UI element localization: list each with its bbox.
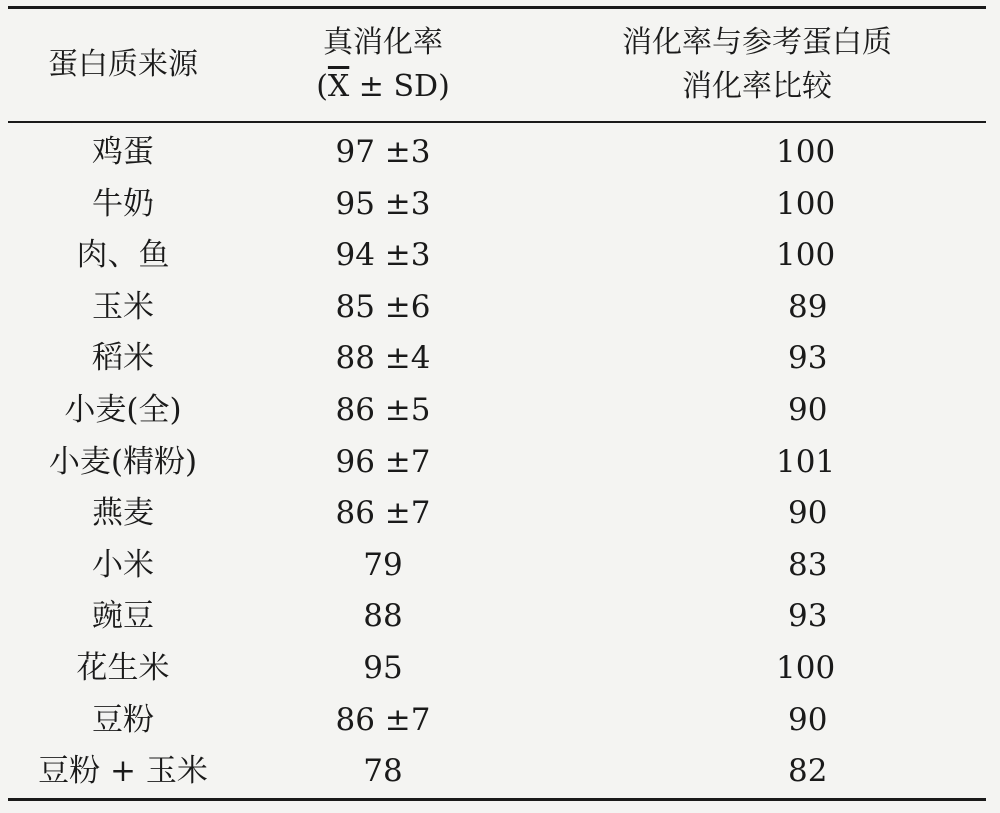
table-row bbox=[8, 179, 986, 231]
cell-relative-digestibility: 101 bbox=[776, 443, 836, 480]
table-row bbox=[8, 122, 986, 179]
table-row bbox=[8, 282, 986, 334]
cell-true-digestibility: 95 ±3 bbox=[335, 185, 431, 222]
cell-true-digestibility: 86 ±7 bbox=[335, 701, 431, 738]
cell-relative-digestibility: 90 bbox=[788, 495, 828, 532]
header-true-digestibility-unit: $(\overline{X} \pm SD)$ bbox=[316, 69, 450, 104]
mean-symbol: $\overline{X}$ bbox=[327, 69, 350, 104]
cell-true-digestibility: 97 ±3 bbox=[335, 134, 431, 170]
cell-protein-source: 小米 bbox=[92, 546, 154, 583]
table-row bbox=[8, 385, 986, 437]
cell-protein-source: 花生米 bbox=[76, 649, 170, 686]
cell-protein-source: 鸡蛋 bbox=[92, 134, 154, 170]
cell-protein-source: 小麦(精粉) bbox=[48, 443, 198, 480]
table-row bbox=[8, 591, 986, 643]
table-row bbox=[8, 488, 986, 540]
cell-true-digestibility: 85 ±6 bbox=[335, 288, 431, 325]
cell-relative-digestibility: 90 bbox=[788, 701, 828, 738]
cell-relative-digestibility: 83 bbox=[788, 546, 828, 583]
cell-relative-digestibility: 93 bbox=[788, 598, 828, 635]
cell-protein-source: 燕麦 bbox=[92, 495, 154, 532]
cell-true-digestibility: 88 ±4 bbox=[335, 340, 431, 377]
cell-protein-source: 豌豆 bbox=[92, 598, 154, 635]
cell-true-digestibility: 79 bbox=[363, 546, 403, 583]
table-row bbox=[8, 230, 986, 282]
cell-protein-source: 豆粉 bbox=[92, 701, 154, 738]
table-row bbox=[8, 437, 986, 489]
cell-protein-source: 稻米 bbox=[92, 340, 154, 377]
header-true-digestibility bbox=[238, 8, 528, 123]
cell-true-digestibility: 95 bbox=[363, 649, 403, 686]
table-row bbox=[8, 333, 986, 385]
cell-relative-digestibility: 100 bbox=[776, 134, 836, 170]
cell-true-digestibility: 96 ±7 bbox=[335, 443, 431, 480]
cell-relative-digestibility: 100 bbox=[776, 237, 836, 274]
cell-protein-source: 小麦(全) bbox=[64, 391, 182, 428]
cell-protein-source: 玉米 bbox=[92, 288, 154, 325]
cell-relative-digestibility: 90 bbox=[788, 391, 828, 428]
table-body bbox=[8, 122, 986, 799]
table-row bbox=[8, 695, 986, 747]
cell-true-digestibility: 88 bbox=[363, 598, 403, 635]
header-protein-source: 蛋白质来源 bbox=[48, 47, 198, 82]
cell-relative-digestibility: 82 bbox=[788, 753, 828, 790]
protein-digestibility-table bbox=[8, 6, 986, 801]
cell-true-digestibility: 78 bbox=[363, 753, 403, 790]
table-row bbox=[8, 746, 986, 799]
header-relative-digestibility: 消化率与参考蛋白质 消化率比较 bbox=[622, 25, 892, 104]
header-true-digestibility-title: 真消化率 bbox=[323, 25, 443, 60]
cell-relative-digestibility: 93 bbox=[788, 340, 828, 377]
cell-relative-digestibility: 100 bbox=[776, 649, 836, 686]
table-row bbox=[8, 540, 986, 592]
cell-true-digestibility: 86 ±7 bbox=[335, 495, 431, 532]
cell-true-digestibility: 94 ±3 bbox=[335, 237, 431, 274]
cell-protein-source: 豆粉 + 玉米 bbox=[38, 753, 208, 790]
digestibility-table-container bbox=[8, 6, 986, 801]
table-header-row bbox=[8, 8, 986, 123]
cell-true-digestibility: 86 ±5 bbox=[335, 391, 431, 428]
cell-protein-source: 牛奶 bbox=[92, 185, 154, 222]
cell-relative-digestibility: 100 bbox=[776, 185, 836, 222]
table-row bbox=[8, 643, 986, 695]
cell-protein-source: 肉、鱼 bbox=[76, 237, 170, 274]
cell-relative-digestibility: 89 bbox=[788, 288, 828, 325]
